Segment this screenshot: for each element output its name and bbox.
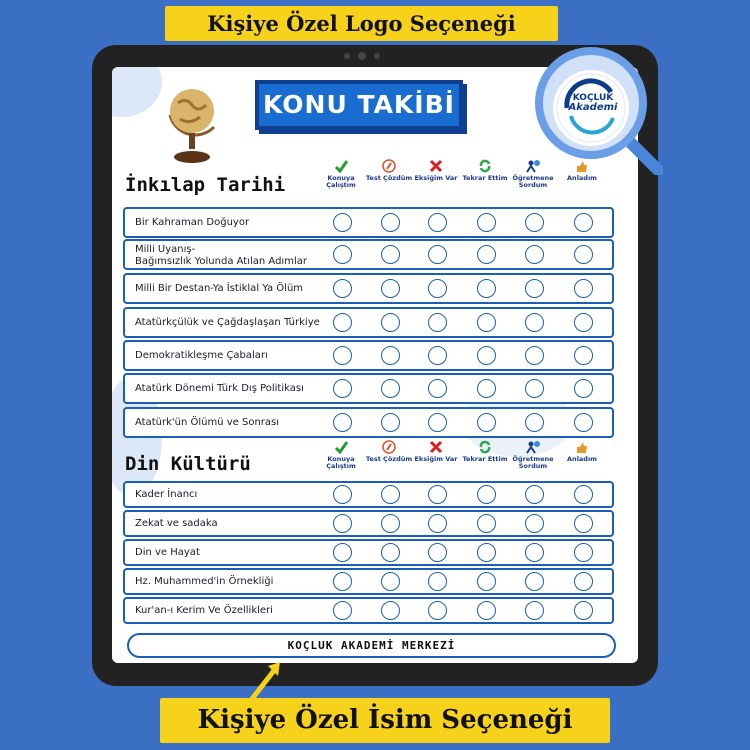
topic-label: Bir Kahraman Doğuyor <box>135 216 250 228</box>
logo-text-line2: Akademi <box>568 102 618 113</box>
center-name-bar[interactable]: KOÇLUK AKADEMİ MERKEZİ <box>127 633 616 658</box>
logo-option-banner: Kişiye Özel Logo Seçeneği <box>165 6 558 41</box>
topic-row <box>123 407 614 438</box>
status-checkbox-thumbs-up[interactable] <box>574 279 593 298</box>
status-checkbox-thumbs-up[interactable] <box>574 379 593 398</box>
status-checkbox-check[interactable] <box>333 514 352 533</box>
status-checkbox-refresh[interactable] <box>477 379 496 398</box>
topic-label: Atatürk'ün Ölümü ve Sonrası <box>135 416 280 428</box>
status-checkbox-check[interactable] <box>333 485 352 504</box>
arrow-icon <box>238 660 288 706</box>
status-checkbox-cross[interactable] <box>428 543 447 562</box>
status-checkbox-thumbs-up[interactable] <box>574 572 593 591</box>
status-checkbox-pencil[interactable] <box>381 485 400 504</box>
camera-dot <box>344 53 350 59</box>
status-checkbox-refresh[interactable] <box>477 279 496 298</box>
topic-row <box>123 597 614 624</box>
topic-label: Demokratikleşme Çabaları <box>135 349 268 361</box>
column-header-pencil <box>365 159 413 182</box>
column-header-label: Konuya Çalıştım <box>326 455 356 470</box>
column-header-label: Anladım <box>567 455 597 463</box>
status-checkbox-teacher-question[interactable] <box>525 485 544 504</box>
topic-row <box>123 239 614 270</box>
status-checkbox-thumbs-up[interactable] <box>574 313 593 332</box>
camera-dot <box>374 53 380 59</box>
refresh-icon <box>478 159 492 173</box>
status-checkbox-teacher-question[interactable] <box>525 313 544 332</box>
status-checkbox-teacher-question[interactable] <box>525 543 544 562</box>
status-checkbox-check[interactable] <box>333 346 352 365</box>
status-checkbox-check[interactable] <box>333 279 352 298</box>
column-header-label: Öğretmene Sordum <box>512 455 554 470</box>
status-checkbox-pencil[interactable] <box>381 313 400 332</box>
status-checkbox-pencil[interactable] <box>381 543 400 562</box>
status-checkbox-check[interactable] <box>333 572 352 591</box>
status-checkbox-check[interactable] <box>333 601 352 620</box>
globe-icon <box>162 75 222 167</box>
status-checkbox-pencil[interactable] <box>381 514 400 533</box>
topic-row <box>123 207 614 238</box>
status-checkbox-check[interactable] <box>333 413 352 432</box>
status-checkbox-cross[interactable] <box>428 279 447 298</box>
status-checkbox-thumbs-up[interactable] <box>574 601 593 620</box>
status-checkbox-teacher-question[interactable] <box>525 213 544 232</box>
status-checkbox-teacher-question[interactable] <box>525 346 544 365</box>
status-checkbox-pencil[interactable] <box>381 346 400 365</box>
column-header-cross <box>412 440 460 463</box>
status-checkbox-pencil[interactable] <box>381 572 400 591</box>
topic-row <box>123 539 614 566</box>
column-header-check <box>317 440 365 470</box>
topic-label: Milli Bir Destan-Ya İstiklal Ya Ölüm <box>135 282 304 294</box>
status-checkbox-refresh[interactable] <box>477 601 496 620</box>
column-header-label: Test Çözdüm <box>365 174 413 182</box>
column-header-thumbs-up <box>558 440 606 463</box>
logo-text-line1: KOÇLUK <box>572 93 614 103</box>
status-checkbox-pencil[interactable] <box>381 379 400 398</box>
status-checkbox-teacher-question[interactable] <box>525 245 544 264</box>
status-checkbox-cross[interactable] <box>428 313 447 332</box>
status-checkbox-pencil[interactable] <box>381 245 400 264</box>
page-title: KONU TAKİBİ <box>255 80 463 130</box>
status-checkbox-thumbs-up[interactable] <box>574 485 593 504</box>
teacher-question-icon <box>526 440 540 454</box>
status-checkbox-teacher-question[interactable] <box>525 279 544 298</box>
column-header-label: Tekrar Ettim <box>462 455 508 463</box>
status-checkbox-pencil[interactable] <box>381 413 400 432</box>
topic-label: Milli Uyanış- Bağımsızlık Yolunda Atılan Adımlar <box>135 244 307 267</box>
column-header-label: Test Çözdüm <box>365 455 413 463</box>
column-header-label: Öğretmene Sordum <box>512 174 554 189</box>
column-header-label: Eksiğim Var <box>414 174 458 182</box>
status-checkbox-thumbs-up[interactable] <box>574 346 593 365</box>
column-header-label: Eksiğim Var <box>414 455 458 463</box>
topic-label: Din ve Hayat <box>135 546 200 558</box>
column-header-refresh <box>461 440 509 463</box>
status-checkbox-cross[interactable] <box>428 514 447 533</box>
topic-row <box>123 307 614 338</box>
status-checkbox-cross[interactable] <box>428 245 447 264</box>
status-checkbox-teacher-question[interactable] <box>525 514 544 533</box>
status-checkbox-refresh[interactable] <box>477 572 496 591</box>
topic-label: Kader İnancı <box>135 488 198 500</box>
check-icon <box>334 440 348 454</box>
status-checkbox-check[interactable] <box>333 543 352 562</box>
thumbs-up-icon <box>575 440 589 454</box>
column-header-pencil <box>365 440 413 463</box>
topic-label: Atatürkçülük ve Çağdaşlaşan Türkiye <box>135 316 320 328</box>
status-checkbox-cross[interactable] <box>428 601 447 620</box>
status-checkbox-thumbs-up[interactable] <box>574 245 593 264</box>
status-checkbox-check[interactable] <box>333 245 352 264</box>
status-checkbox-pencil[interactable] <box>381 279 400 298</box>
topic-row <box>123 373 614 404</box>
status-checkbox-cross[interactable] <box>428 346 447 365</box>
status-checkbox-thumbs-up[interactable] <box>574 213 593 232</box>
topic-label: Zekat ve sadaka <box>135 517 218 529</box>
status-checkbox-refresh[interactable] <box>477 213 496 232</box>
status-checkbox-teacher-question[interactable] <box>525 572 544 591</box>
status-checkbox-refresh[interactable] <box>477 313 496 332</box>
column-header-teacher-question <box>509 440 557 470</box>
topic-label: Hz. Muhammed'in Örnekliği <box>135 575 274 587</box>
status-checkbox-thumbs-up[interactable] <box>574 543 593 562</box>
section-title: Din Kültürü <box>125 453 251 475</box>
status-checkbox-check[interactable] <box>333 313 352 332</box>
column-header-refresh <box>461 159 509 182</box>
pencil-icon <box>382 440 396 454</box>
status-checkbox-cross[interactable] <box>428 413 447 432</box>
topic-row <box>123 568 614 595</box>
cross-icon <box>429 159 443 173</box>
status-checkbox-cross[interactable] <box>428 213 447 232</box>
decor-blob <box>112 67 162 117</box>
topic-row <box>123 273 614 304</box>
status-checkbox-check[interactable] <box>333 379 352 398</box>
topic-label: Kur'an-ı Kerim Ve Özellikleri <box>135 604 273 616</box>
status-checkbox-thumbs-up[interactable] <box>574 413 593 432</box>
status-checkbox-check[interactable] <box>333 213 352 232</box>
camera-lens <box>358 52 366 60</box>
status-checkbox-cross[interactable] <box>428 379 447 398</box>
name-option-banner: Kişiye Özel İsim Seçeneği <box>160 698 610 743</box>
column-header-label: Anladım <box>567 174 597 182</box>
logo-badge <box>553 70 629 146</box>
cross-icon <box>429 440 443 454</box>
status-checkbox-pencil[interactable] <box>381 601 400 620</box>
status-checkbox-teacher-question[interactable] <box>525 379 544 398</box>
status-checkbox-cross[interactable] <box>428 572 447 591</box>
status-checkbox-teacher-question[interactable] <box>525 413 544 432</box>
status-checkbox-refresh[interactable] <box>477 245 496 264</box>
check-icon <box>334 159 348 173</box>
topic-row <box>123 340 614 371</box>
status-checkbox-thumbs-up[interactable] <box>574 514 593 533</box>
status-checkbox-pencil[interactable] <box>381 213 400 232</box>
status-checkbox-refresh[interactable] <box>477 485 496 504</box>
pencil-icon <box>382 159 396 173</box>
column-header-label: Tekrar Ettim <box>462 174 508 182</box>
status-checkbox-refresh[interactable] <box>477 346 496 365</box>
status-checkbox-teacher-question[interactable] <box>525 601 544 620</box>
column-header-check <box>317 159 365 189</box>
status-checkbox-refresh[interactable] <box>477 514 496 533</box>
topic-label: Atatürk Dönemi Türk Dış Politikası <box>135 382 304 394</box>
status-checkbox-refresh[interactable] <box>477 413 496 432</box>
status-checkbox-cross[interactable] <box>428 485 447 504</box>
refresh-icon <box>478 440 492 454</box>
column-header-cross <box>412 159 460 182</box>
topic-row <box>123 481 614 508</box>
section-title: İnkılap Tarihi <box>125 174 286 196</box>
status-checkbox-refresh[interactable] <box>477 543 496 562</box>
column-header-label: Konuya Çalıştım <box>326 174 356 189</box>
topic-row <box>123 510 614 537</box>
